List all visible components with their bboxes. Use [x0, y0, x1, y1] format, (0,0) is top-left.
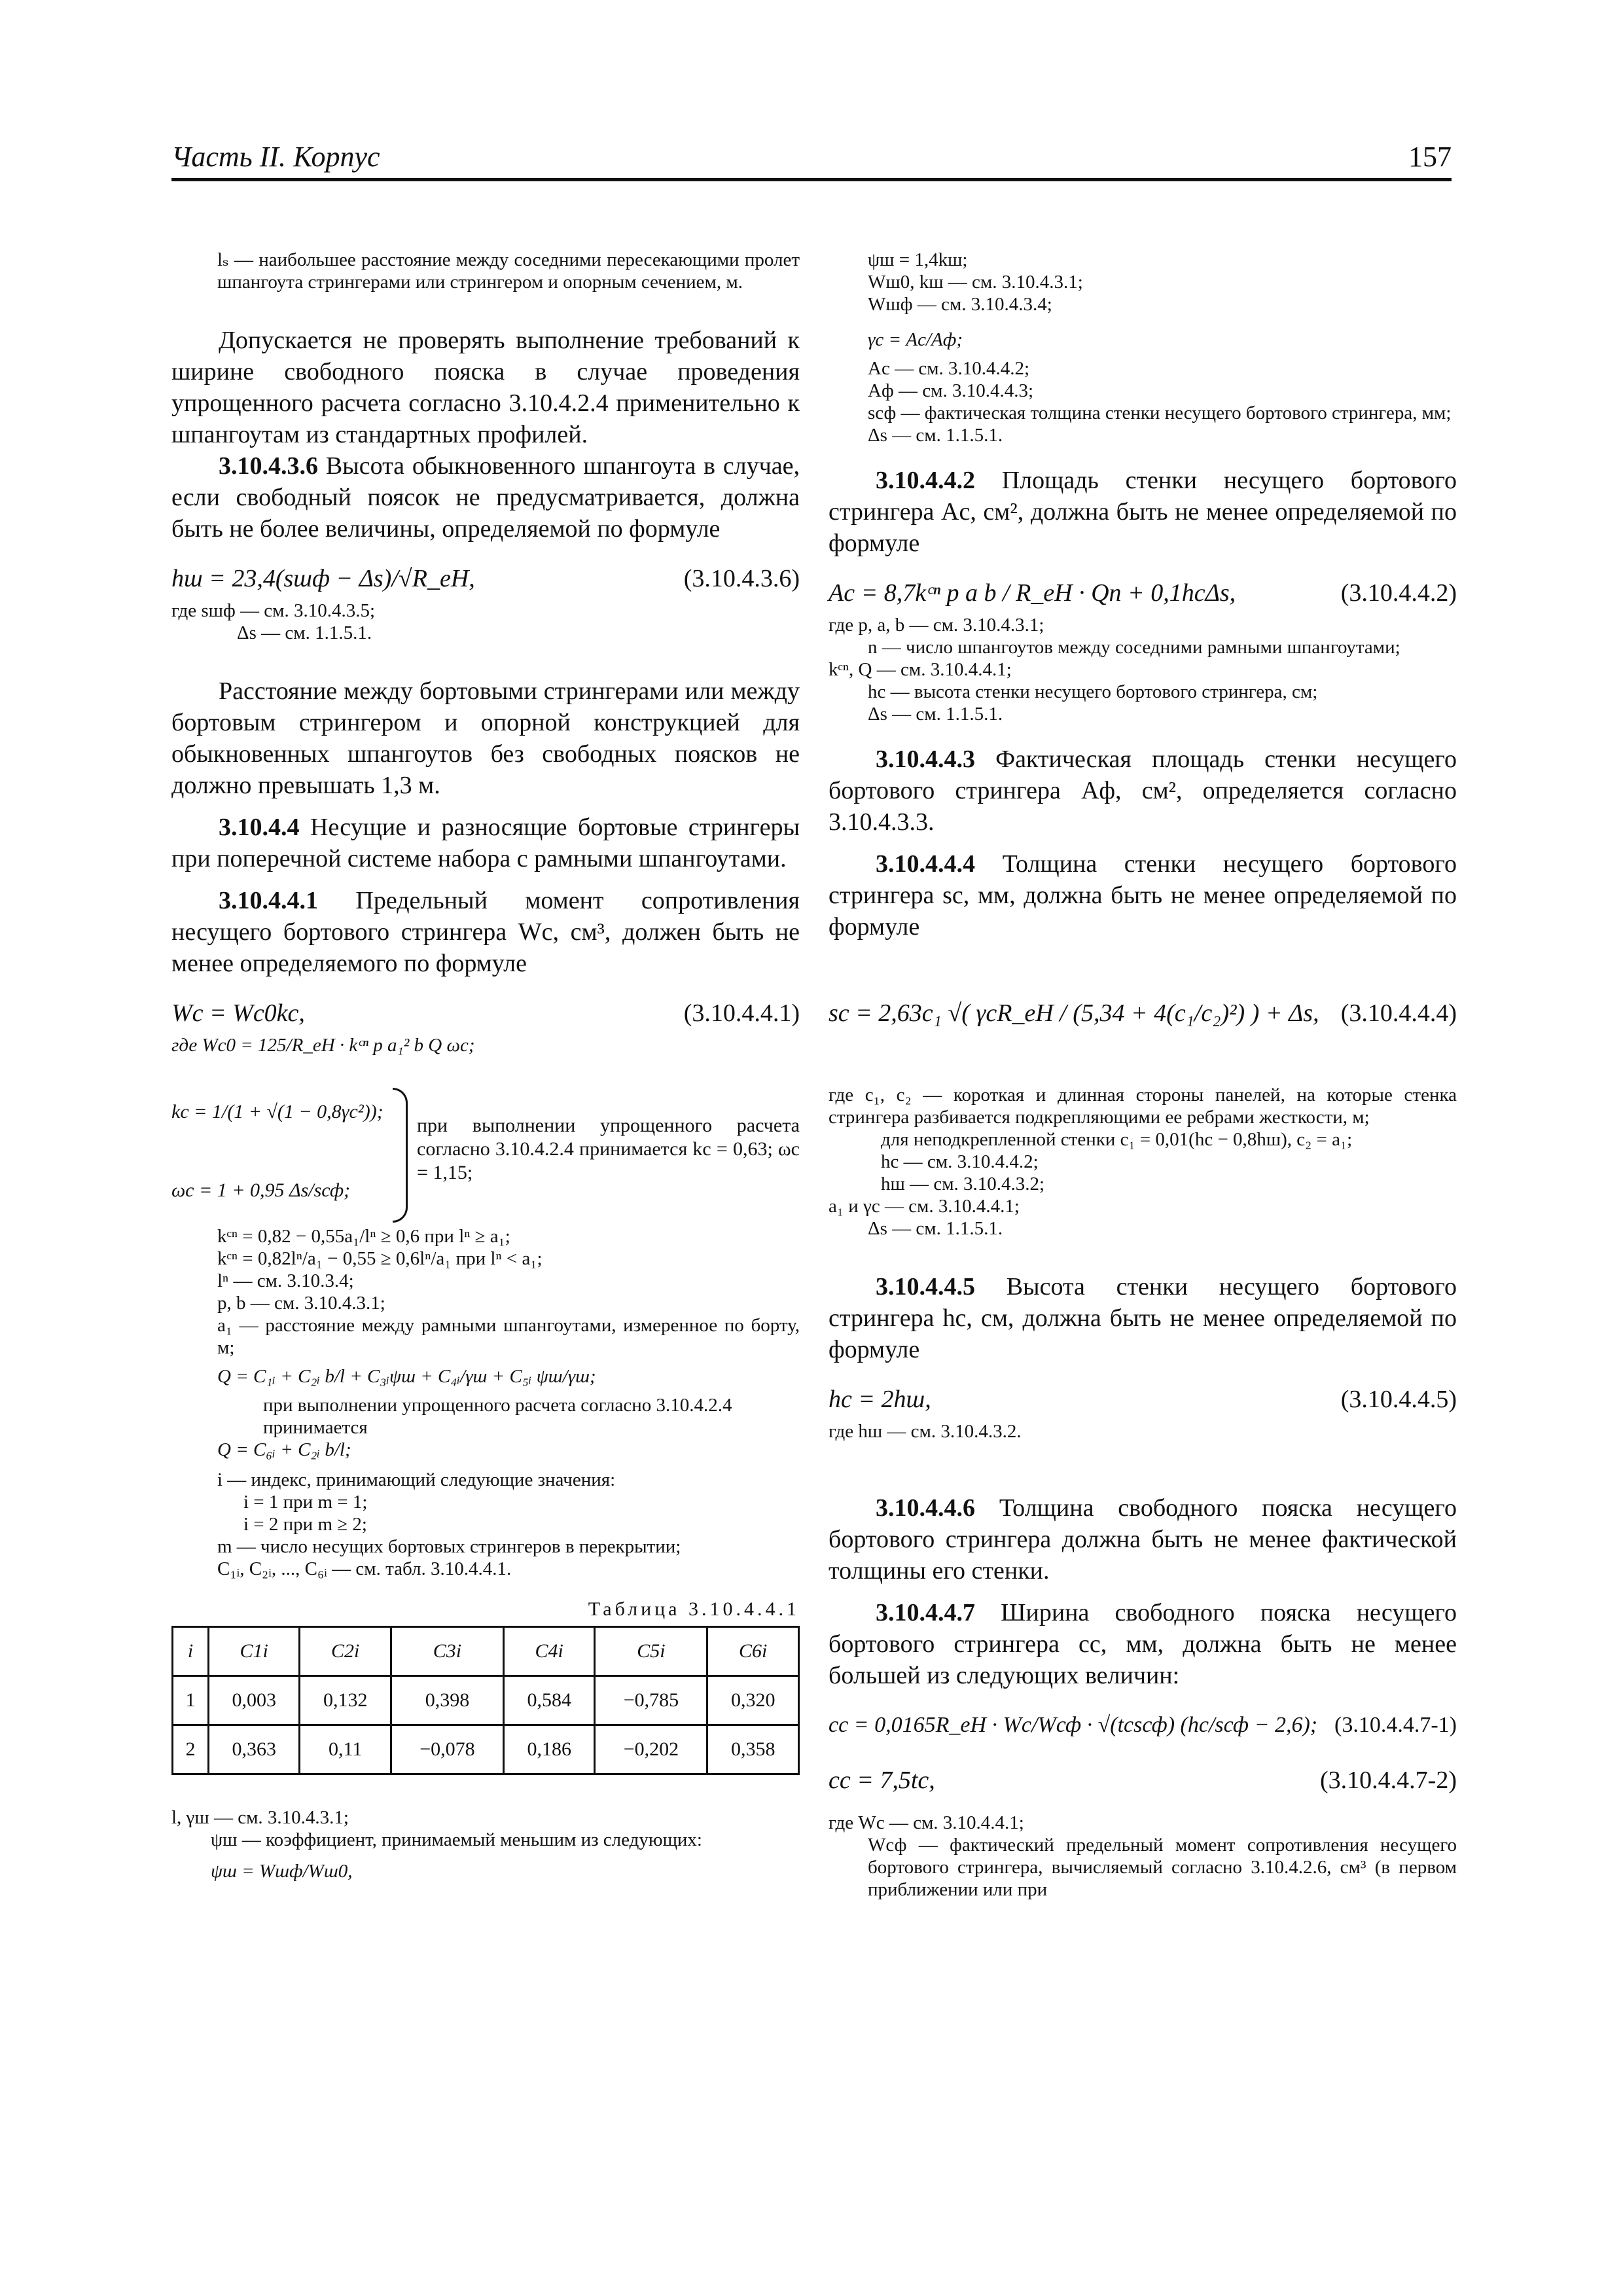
def-item: a₁ и γс — см. 3.10.4.4.1; [829, 1196, 1020, 1217]
def-item: для неподкрепленной стенки c₁ = 0,01(hс − 0,8hш), c₂ = a₁; [881, 1129, 1353, 1150]
def-item: при выполнении упрощенного расчета согласно 3.10.4.2.4 принимается [263, 1395, 732, 1438]
brace [393, 1088, 408, 1223]
table-caption: Таблица 3.10.4.4.1 [588, 1598, 800, 1620]
def-item: где Wс — см. 3.10.4.4.1; [829, 1812, 1024, 1833]
formula-3-10-4-4-2: Aс = 8,7kᶜⁿ p a b / R_eH · Qn + 0,1hсΔs, (3.10.4.4.2) [829, 579, 1457, 607]
brace-note: при выполнении упрощенного расчета согласно 3.10.4.2.4 принимается kс = 0,63; ωс = 1,15; [417, 1115, 800, 1183]
table-cell: −0,785 [595, 1676, 707, 1725]
paragraph-3-10-4-4-5: 3.10.4.4.5 Высота стенки несущего бортового стрингера hс, см, должна быть не менее определяемой по формуле [829, 1273, 1457, 1363]
def-item: i = 1 при m = 1; [243, 1492, 368, 1513]
def-item: hс — см. 3.10.4.4.2; [881, 1151, 1039, 1172]
def-item: Wш0, kш — см. 3.10.4.3.1; [868, 272, 1083, 293]
def-item: где c₁, c₂ — короткая и длинная стороны панелей, на которые стенка стрингера разбивается подкрепляющими ее ребрами жесткости, м; [829, 1085, 1457, 1128]
table-cell: 0,358 [707, 1725, 799, 1774]
def-item: Δs — см. 1.1.5.1. [868, 425, 1003, 446]
table-header: C5i [595, 1627, 707, 1676]
def-item: Aс — см. 3.10.4.4.2; [868, 358, 1030, 379]
ls-definition: lₛ — наибольшее расстояние между соседними пересекающими пролет шпангоута стрингерами или стрингером и опорным сечением, м. [217, 249, 800, 293]
omega-formula: ωс = 1 + 0,95 Δs/sсф; [171, 1179, 351, 1201]
right-column [829, 249, 1457, 1901]
def-item: γс = Aс/Aф; [868, 329, 963, 350]
formula-3-10-4-3-6: hш = 23,4(sшф − Δs)/√R_eH, (3.10.4.3.6) [171, 563, 800, 600]
left-column [171, 249, 800, 1882]
after-table-item: ψш — коэффициент, принимаемый меньшим из следующих: [211, 1829, 702, 1850]
formula-where-hc: где hш — см. 3.10.4.3.2. [829, 1421, 1022, 1442]
table-cell: 1 [173, 1676, 209, 1725]
def-item: C₁ᵢ, C₂ᵢ, ..., C₆ᵢ — см. табл. 3.10.4.4.1. [217, 1558, 512, 1579]
after-table-item: l, γш — см. 3.10.4.3.1; [171, 1807, 349, 1828]
formula-where-cc [829, 1812, 1457, 1901]
formula-3-10-4-4-4: sс = 2,63c₁ √( γсR_eH / (5,34 + 4(c₁/c₂)²) ) + Δs, (3.10.4.4.4) [829, 999, 1457, 1027]
table-header: C2i [300, 1627, 391, 1676]
table-cell: 0,363 [209, 1725, 300, 1774]
def-item: kᶜⁿ, Q — см. 3.10.4.4.1; [829, 659, 1012, 680]
clause-number: 3.10.4.3.6 [219, 452, 318, 480]
def-item: kᶜⁿ = 0,82lⁿ/a₁ − 0,55 ≥ 0,6lⁿ/a₁ при lⁿ < a₁; [217, 1248, 543, 1269]
formula-where-2: Δs — см. 1.1.5.1. [237, 622, 372, 643]
paragraph-stringer-spacing: Расстояние между бортовыми стрингерами или между бортовым стрингером и опорной конструкцией для обыкновенных шпангоутов без свободных поясков не должно превышать 1,3 м. [171, 677, 800, 799]
table-row [173, 1725, 799, 1774]
paragraph-3-10-4-4-4: 3.10.4.4.4 Толщина стенки несущего бортового стрингера sс, мм, должна быть не менее определяемой по формуле [829, 850, 1457, 941]
table-row [173, 1676, 799, 1725]
def-item: a₁ — расстояние между рамными шпангоутами, измеренное по борту, м; [217, 1315, 800, 1358]
def-item: kᶜⁿ = 0,82 − 0,55a₁/lⁿ ≥ 0,6 при lⁿ ≥ a₁; [217, 1226, 510, 1247]
paragraph-3-10-4-4-3: 3.10.4.4.3 Фактическая площадь стенки несущего бортового стрингера Aф, см², определяется согласно 3.10.4.3.3. [829, 745, 1457, 836]
coefficient-table [171, 1626, 800, 1775]
formula-3-10-4-4-7-1: cс = 0,0165R_eH · Wс/Wсф · √(tсsсф) (hс/sсф − 2,6); (3.10.4.4.7-1) [829, 1713, 1457, 1737]
table-header: i [173, 1627, 209, 1676]
table-header: C4i [503, 1627, 594, 1676]
paragraph-3-10-4-3-6: 3.10.4.3.6 Высота обыкновенного шпангоута в случае, если свободный поясок не предусматривается, должна быть не более величины, определяемой по формуле [171, 452, 800, 543]
table-cell: 0,003 [209, 1676, 300, 1725]
table-cell: 0,186 [503, 1725, 594, 1774]
def-item: i — индекс, принимающий следующие значения: [217, 1469, 616, 1490]
def-item: Δs — см. 1.1.5.1. [868, 1218, 1003, 1239]
table-cell: 0,320 [707, 1676, 799, 1725]
table-cell: 0,398 [391, 1676, 503, 1725]
after-table-item: ψш = Wшф/Wш0, [211, 1861, 353, 1882]
paragraph-flange-check: Допускается не проверять выполнение требований к ширине свободного пояска в случае проведения упрощенного расчета согласно 3.10.4.2.4 применительно к шпангоутам из стандартных профилей. [171, 327, 800, 448]
page-number: 157 [1408, 141, 1452, 173]
table-cell: 2 [173, 1725, 209, 1774]
paragraph-3-10-4-4-6: 3.10.4.4.6 Толщина свободного пояска несущего бортового стрингера должна быть не менее фактической толщины его стенки. [829, 1494, 1457, 1585]
formula-where-sc [829, 1084, 1457, 1240]
table-header: C6i [707, 1627, 799, 1676]
running-header-title: Часть II. Корпус [171, 141, 380, 173]
def-item: sсф — фактическая толщина стенки несущего бортового стрингера, мм; [868, 403, 1452, 423]
paragraph-3-10-4-4-7: 3.10.4.4.7 Ширина свободного пояска несущего бортового стрингера cс, мм, должна быть не менее большей из следующих величин: [829, 1599, 1457, 1689]
formula-where-wc0: где Wс0 = 125/R_eH · kᶜⁿ p a₁² b Q ωс; [171, 1035, 475, 1056]
paragraph-3-10-4-4: 3.10.4.4 Несущие и разносящие бортовые стрингеры при поперечной системе набора с рамными шпангоутами. [171, 814, 800, 872]
def-item: Wшф — см. 3.10.4.3.4; [868, 294, 1052, 315]
def-item: p, b — см. 3.10.4.3.1; [217, 1293, 385, 1314]
table-cell: −0,078 [391, 1725, 503, 1774]
table-header: C3i [391, 1627, 503, 1676]
formula-where-ac [829, 614, 1457, 725]
table-cell: −0,202 [595, 1725, 707, 1774]
formula-3-10-4-4-7-2: cс = 7,5tс, (3.10.4.4.7-2) [829, 1767, 1457, 1794]
formula-number: (3.10.4.3.6) [683, 565, 800, 592]
def-item: hш — см. 3.10.4.3.2; [881, 1174, 1045, 1194]
table-cell: 0,132 [300, 1676, 391, 1725]
def-item: Q = C₁ᵢ + C₂ᵢ b/l + C₃ᵢψш + C₄ᵢ/γш + C₅ᵢ ψш/γш; [217, 1366, 596, 1387]
formula-3-10-4-4-5: hс = 2hш, (3.10.4.4.5) [829, 1386, 1457, 1413]
formula-where-1: где sшф — см. 3.10.4.3.5; [171, 600, 376, 621]
definitions-list [171, 1225, 800, 1580]
def-item: m — число несущих бортовых стрингеров в перекрытии; [217, 1536, 681, 1557]
kc-omega-block [171, 1088, 800, 1225]
def-item: Q = C₆ᵢ + C₂ᵢ b/l; [217, 1439, 351, 1460]
table-header: C1i [209, 1627, 300, 1676]
paragraph-3-10-4-4-2: 3.10.4.4.2 Площадь стенки несущего бортового стрингера Aс, см², должна быть не менее определяемой по формуле [829, 467, 1457, 557]
def-item: где p, a, b — см. 3.10.4.3.1; [829, 615, 1044, 636]
table-cell: 0,584 [503, 1676, 594, 1725]
def-item: ψш = 1,4kш; [868, 249, 968, 270]
header-rule [171, 178, 1452, 181]
paragraph-3-10-4-4-1: 3.10.4.4.1 Предельный момент сопротивления несущего бортового стрингера Wс, см³, должен быть не менее определяемого по формуле [171, 887, 800, 977]
def-item: i = 2 при m ≥ 2; [243, 1514, 367, 1535]
def-item: Δs — см. 1.1.5.1. [868, 704, 1003, 725]
def-item: n — число шпангоутов между соседними рамными шпангоутами; [868, 637, 1400, 658]
table-cell: 0,11 [300, 1725, 391, 1774]
right-top-definitions [829, 249, 1457, 446]
formula-3-10-4-4-1: Wс = Wс0kс, (3.10.4.4.1) [171, 999, 800, 1027]
table-header-row [173, 1627, 799, 1676]
def-item: hс — высота стенки несущего бортового стрингера, см; [868, 681, 1318, 702]
kc-formula: kс = 1/(1 + √(1 − 0,8γс²)); [171, 1101, 383, 1122]
def-item: lⁿ — см. 3.10.3.4; [217, 1270, 354, 1291]
def-item: Wсф — фактический предельный момент сопротивления несущего бортового стрингера, вычисляемый согласно 3.10.4.2.6, см³ (в первом приближении или при [868, 1835, 1457, 1900]
def-item: Aф — см. 3.10.4.4.3; [868, 380, 1034, 401]
